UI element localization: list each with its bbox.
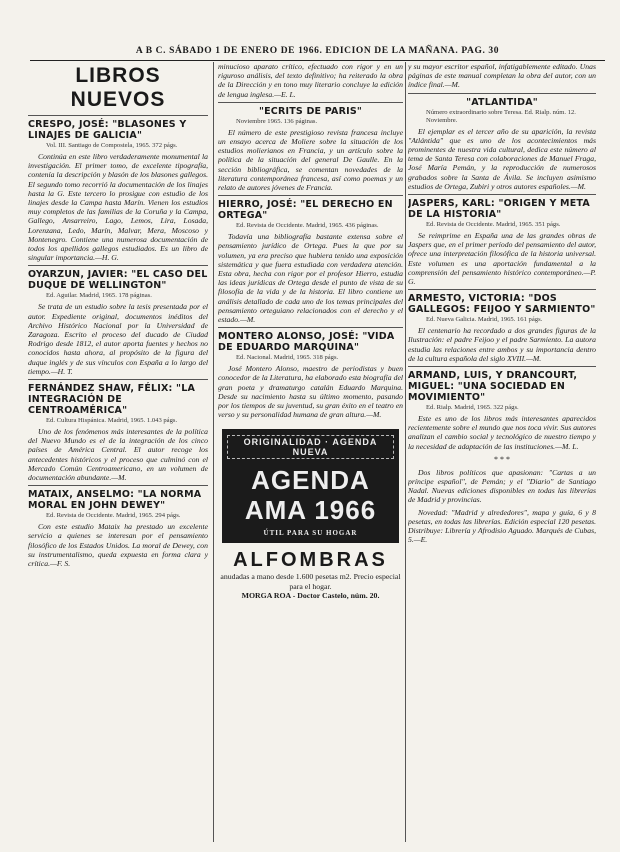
- ad-tagline: ORIGINALIDAD · AGENDA NUEVA: [227, 435, 394, 459]
- divider: [28, 265, 208, 266]
- article-title: HIERRO, JOSÉ: "EL DERECHO EN ORTEGA": [218, 199, 393, 222]
- article-title: "ATLANTIDA": [466, 96, 538, 108]
- article-title: MATAIX, ANSELMO: "LA NORMA MORAL EN JOHN DEWEY": [28, 489, 202, 512]
- page-header: A B C. SÁBADO 1 DE ENERO DE 1966. EDICION DE LA MAÑANA. PAG. 30: [30, 44, 605, 61]
- divider: [28, 379, 208, 380]
- article-body: José Montero Alonso, maestro de periodistas y buen conocedor de la Literatura, ha elaborado esta biografía del gran poeta y dramaturgo catalán Eduardo Marquina. Desde su nacimiento hasta su último momento, pasando por los tiempos de su juventud, su gran éxito en el teatro en verso y su personalidad humana de gran altura.—M.: [218, 364, 403, 420]
- alfombras-ad-text: anudadas a mano desde 1.600 pesetas m2. Precio especial para el hogar.: [220, 572, 401, 591]
- article-meta: Vol. III. Santiago de Compostela, 1965. 372 págs.: [46, 142, 178, 149]
- article-meta: Ed. Revista de Occidente. Madrid, 1965. 294 págs.: [46, 512, 181, 520]
- divider: [218, 195, 403, 196]
- article-body: Novedad: "Madrid y alrededores", mapa y guía, 6 y 8 pesetas, en todas las librerías. Edición especial 120 pesetas. Distribuye: Librería y Afrodisio Aguado. Marqués de Cubas, 5.—E.: [408, 507, 596, 545]
- article-body: El número de este prestigioso revista francesa incluye un ensayo acerca de Moliere sobre la situación de los estudios molierianos en Francia, y un artículo sobre la política de la situación del general De Gaulle. En la sección bibliográfica, se comentan novedades de la literatura contemporánea francesa, así como poemas y un relato de autores jóvenes de Francia.: [218, 127, 403, 193]
- article-title: OYARZUN, JAVIER: "EL CASO DEL DUQUE DE WELLINGTON": [28, 269, 208, 292]
- article-body: El centenario ha recordado a dos grandes figuras de la Ilustración: el padre Feijoo y el padre Sarmiento. La autora estudia las relaciones entre ambos y su importancia dentro de la cultura española del siglo XVIII.—M.: [408, 326, 596, 363]
- article-body: Uno de los fenómenos más interesantes de la política del Nuevo Mundo es el de la integración de los cinco países de América Central. El autor recoge los antecedentes históricos y el proceso que culminó con el Mercado Común Centroamericano, en un volumen de documentación abundante.—M.: [28, 427, 208, 483]
- article-title: ARMESTO, VICTORIA: "DOS GALLEGOS: FEIJOO Y SARMIENTO": [408, 293, 596, 316]
- divider: [218, 102, 403, 103]
- column-rule: [405, 62, 406, 842]
- column-3: [408, 62, 596, 852]
- divider: [408, 93, 596, 94]
- article-title: MONTERO ALONSO, JOSÉ: "VIDA DE EDUARDO MARQUINA": [218, 331, 395, 354]
- column-1: [28, 62, 208, 852]
- article-title: "ECRITS DE PARIS": [258, 105, 363, 117]
- agenda-advertisement: [222, 429, 399, 543]
- article-meta: Ed. Aguilar. Madrid, 1965. 178 páginas.: [46, 292, 152, 300]
- divider: [408, 366, 596, 367]
- section-title: LIBROS NUEVOS: [70, 64, 166, 111]
- article-meta: Ed. Nacional. Madrid, 1965. 318 págs.: [236, 354, 339, 362]
- article-meta: Ed. Rialp. Madrid, 1965. 322 págs.: [426, 404, 519, 412]
- article-body: El ejemplar es el tercer año de su aparición, la revista "Atlántida" que es uno de los acontecimientos más prominentes de nuestra vida cultural, dedica este número al tema de Santa Teresa con colaboraciones de Manuel Fraga, José María Pemán, y la reproducción de numerosos grabados sobre la Santa de Ávila. Se incluyen asimismo estudios de Ortega, Zubiri y otros autores españoles.—M.: [408, 126, 596, 191]
- column-2: [218, 62, 403, 852]
- article-body: Todavía una bibliografía bastante extensa sobre el pensamiento jurídico de Ortega. Pues la que por su volumen, ya era preciso que hubiera tenido una exposición sistemática y que fuera estudiada con verdadera atención. Esta obra, hecha con rigor por el profesor Hierro, estudia las ideas jurídicas de Ortega desde el punto de vista de su filosofía de la vida y de la historia. El libro contiene un análisis detallado de cada uno de los temas principales del pensamiento orteguiano relacionados con el derecho y el estado.—M.: [218, 232, 403, 325]
- article-body: Continúa en este libro verdaderamente monumental la investigación. El primer tomo, de excelente tipografía, contenía la descripción y blasón de los blasones gallegos. El segundo tomo recorrió la documentación de los linajes hasta la G. Este tercero lo prosigue con estudio de los linajes desde la Campa hasta Marín. Vienen los estudios muy completos de las familias de la Coruña y la Campa, Gallego, Ansarreiro, Lago, Lemos, Lira, Losada, Lorenzana, Ledo, Marín, Malvar, Mera, Moscoso y Montenegro. Contiene una numerosa documentación de todos los apellidos gallegos estudiados. Es un libro de singular importancia.—H. G.: [28, 152, 208, 263]
- divider: [28, 485, 208, 486]
- divider: [218, 327, 403, 328]
- article-body: Se reimprime en España una de las grandes obras de Jaspers que, en el primer período del pensamiento del autor, ofrece una interpretación filosófica de la historia universal. Este volumen es una aportación fundamental a la comprensión del pensamiento histórico contemporáneo.—P. G.: [408, 231, 596, 287]
- column-rule: [213, 62, 214, 842]
- article-body: y su mayor escritor español, infatigablemente editado. Unas páginas de este manual completan la obra del autor, con un índice final.—M.: [408, 62, 596, 90]
- article-body: minucioso aparato crítico, efectuado con rigor y en un riguroso análisis, del texto definitivo; ha reiterado la obra de la Dirección y en tono muy literario concluye la edición de lengua inglesa.—E. L.: [218, 62, 403, 99]
- divider: [28, 115, 208, 116]
- divider: [408, 289, 596, 290]
- article-meta: Noviembre 1965. 136 páginas.: [236, 117, 318, 125]
- article-title: FERNÁNDEZ SHAW, FÉLIX: "LA INTEGRACIÓN DE CENTROAMÉRICA": [28, 383, 196, 417]
- alfombras-ad-title: ALFOMBRAS: [233, 549, 388, 572]
- article-body: Se trata de un estudio sobre la tesis presentada por el autor. Expediente original, documentos inéditos del Archivo Histórico Nacional por la Universidad de Zaragoza. Escrito el proceso del ducado de Ciudad Rodrigo desde 1812, el autor aporta fuentes y hechos no conocidos hasta ahora, al propósito de la figura del duque inglés y de sus vínculos con España a lo largo del tiempo.—H. T.: [28, 302, 208, 376]
- alfombras-ad-address: MORGA ROA - Doctor Castelo, núm. 20.: [241, 591, 380, 601]
- section-separator: * * *: [494, 454, 510, 464]
- article-title: ARMAND, LUIS, Y DRANCOURT, MIGUEL: "UNA SOCIEDAD EN MOVIMIENTO": [408, 370, 578, 404]
- article-meta: Ed. Cultura Hispánica. Madrid, 1965. 1.043 págs.: [46, 417, 178, 425]
- article-meta: Ed. Revista de Occidente. Madrid, 1965. 436 páginas.: [236, 222, 379, 230]
- ad-headline: AGENDA AMA 1966: [244, 465, 377, 526]
- article-body: Dos libros políticos que apasionan: "Cartas a un príncipe español", de Pemán; y el "Diario" de Santiago Nadal. Nuevas ediciones disponibles en todas las librerías de Madrid y provincias.: [408, 467, 596, 505]
- article-title: CRESPO, JOSÉ: "BLASONES Y LINAJES DE GALICIA": [28, 119, 187, 141]
- ad-subline: ÚTIL PARA SU HOGAR: [263, 529, 358, 538]
- article-meta: Ed. Nueva Galicia. Madrid, 1965. 161 págs.: [426, 316, 543, 324]
- article-title: JASPERS, KARL: "ORIGEN Y META DE LA HISTORIA": [408, 198, 590, 221]
- article-meta: Número extraordinario sobre Teresa. Ed. Rialp. núm. 12. Noviembre.: [426, 108, 576, 124]
- article-meta: Ed. Revista de Occidente. Madrid, 1965. 351 págs.: [426, 221, 561, 229]
- article-body: Este es uno de los libros más interesantes aparecidos recientemente sobre el mundo que nos toca vivir. Sus autores analizan el cambio social y tecnológico de nuestro tiempo y la necesidad de adaptación de las instituciones.—M. L.: [408, 414, 596, 451]
- divider: [408, 194, 596, 195]
- article-body: Con este estudio Mataix ha prestado un excelente servicio a quienes se interesan por el pensamiento filosófico de los Estados Unidos. La moral de Dewey, con su instrumentalismo, queda expuesta en forma clara y crítica.—F. S.: [28, 522, 208, 569]
